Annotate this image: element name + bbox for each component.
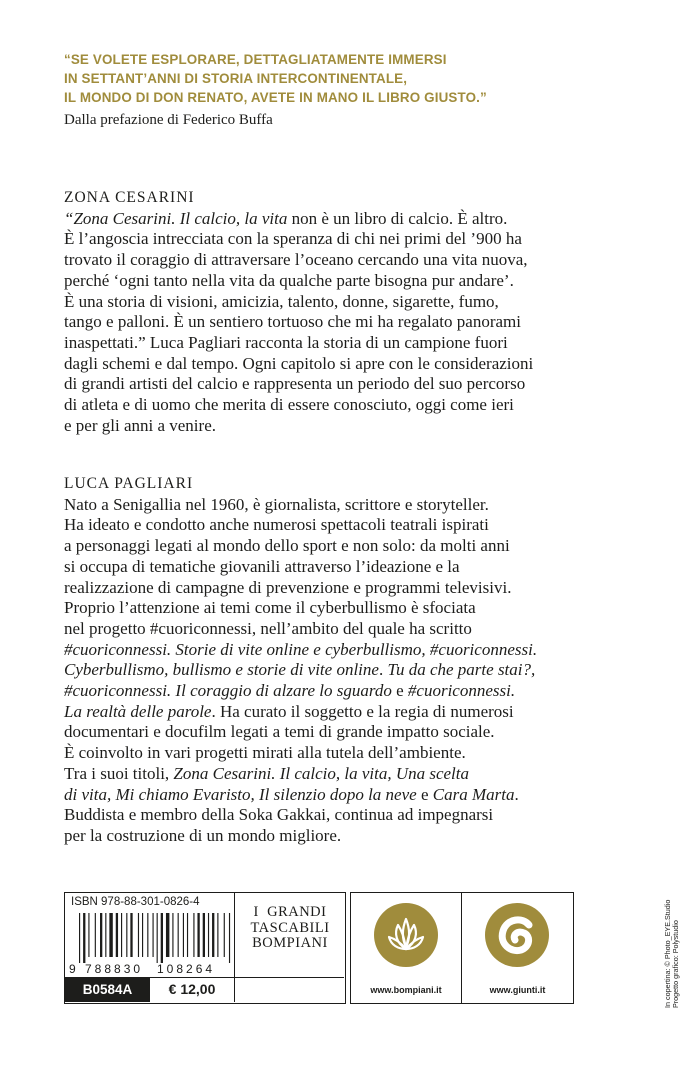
series-name <box>235 893 345 977</box>
bio-line <box>64 640 664 661</box>
quote-line: “SE VOLETE ESPLORARE, DETTAGLIATAMENTE IMMERSI <box>64 52 447 67</box>
credit-design: Progetto grafico: Polystudio <box>671 920 680 1008</box>
book-title-heading: ZONA CESARINI <box>64 189 195 206</box>
swirl-glyph <box>485 903 549 967</box>
work-title: Zona Cesarini. Il calcio, la vita, Una scelta <box>173 763 470 783</box>
description-line: tango e palloni. È un sentiero tortuoso che mi ha regalato panorami <box>64 312 521 332</box>
bompiani-logo-box <box>350 892 462 1004</box>
series-line: TASCABILI <box>250 919 330 936</box>
description-line: È l’angoscia intrecciata con la speranza di chi nei primi del ’900 ha <box>64 229 522 249</box>
bio-line <box>64 681 664 702</box>
description-line <box>64 209 664 230</box>
bio-line: nel progetto #cuoriconnessi, nell’ambito del quale ha scritto <box>64 618 472 638</box>
bio-line <box>64 785 664 806</box>
separator: . <box>378 660 388 680</box>
barcode-digits-right: 108264 <box>157 962 216 975</box>
product-code: B0584A <box>65 978 150 1002</box>
bio-line: Ha ideato e condotto anche numerosi spettacoli teatrali ispirati <box>64 515 489 535</box>
bio-line: Nato a Senigallia nel 1960, è giornalista, scrittore e storyteller. <box>64 494 489 514</box>
bompiani-url[interactable]: www.bompiani.it <box>370 985 442 995</box>
book-description <box>64 188 664 436</box>
giunti-logo-box <box>462 892 574 1004</box>
barcode-digit-first: 9 <box>69 962 76 975</box>
bio-line: Buddista e membro della Soka Gakkai, continua ad impegnarsi <box>64 805 494 825</box>
quote-line: IL MONDO DI DON RENATO, AVETE IN MANO IL LIBRO GIUSTO.” <box>64 90 487 105</box>
credit-photo: In copertina: © Photo_EYE.Studio <box>663 899 672 1008</box>
quote-attribution: Dalla prefazione di Federico Buffa <box>64 112 273 128</box>
bompiani-flower-icon <box>374 903 438 967</box>
work-title: Cara Marta <box>432 784 515 804</box>
giunti-swirl-icon <box>485 903 549 967</box>
bio-text: . Ha curato il soggetto e la regia di numerosi <box>211 701 514 721</box>
description-line: di grandi artisti del calcio e rappresenta un periodo del suo percorso <box>64 374 526 394</box>
work-title: #cuoriconnessi. Storie di vite online e cyberbullismo, #cuoriconnessi. <box>64 639 538 659</box>
barcode-graphic <box>67 913 233 975</box>
series-line: I GRANDI <box>253 904 327 920</box>
cover-credits <box>663 890 696 1008</box>
bio-line: per la costruzione di un mondo migliore. <box>64 825 342 845</box>
bio-line: realizzazione di campagne di prevenzione e programmi televisivi. <box>64 577 512 597</box>
bio-line: È coinvolto in vari progetti mirati alla tutela dell’ambiente. <box>64 743 466 763</box>
conjunction: e <box>416 784 433 804</box>
description-line: e per gli anni a venire. <box>64 415 216 435</box>
quote-line: IN SETTANT’ANNI DI STORIA INTERCONTINENTALE, <box>64 71 408 86</box>
barcode-panel <box>64 892 346 1004</box>
bio-line <box>64 764 664 785</box>
work-title: #cuoriconnessi. Il coraggio di alzare lo sguardo <box>64 681 392 701</box>
barcode-area <box>65 893 235 977</box>
author-name-heading: LUCA PAGLIARI <box>64 475 194 492</box>
work-title: di vita, Mi chiamo Evaristo, Il silenzio dopo la neve <box>64 784 417 804</box>
description-line: inaspettati.” Luca Pagliari racconta la storia di un campione fuori <box>64 332 508 352</box>
bio-line: documentari e docufilm legati a temi di grande impatto sociale. <box>64 722 495 742</box>
bio-line: si occupa di tematiche giovanili attraverso l’ideazione e la <box>64 556 460 576</box>
work-title: #cuoriconnessi. <box>407 681 516 701</box>
isbn-label: ISBN 978-88-301-0826-4 <box>71 896 200 908</box>
description-line: È una storia di visioni, amicizia, talento, donne, sigarette, fumo, <box>64 291 499 311</box>
credits-text <box>664 890 680 1008</box>
bio-text: Tra i suoi titoli, <box>64 763 174 783</box>
bio-line: Proprio l’attenzione ai temi come il cyberbullismo è sfociata <box>64 598 476 618</box>
description-line: di atleta e di uomo che merita di essere conosciuto, oggi come ieri <box>64 395 514 415</box>
work-title: Tu da che parte stai?, <box>387 660 536 680</box>
giunti-url[interactable]: www.giunti.it <box>489 985 546 995</box>
barcode-bars <box>79 913 233 963</box>
description-line: perché ‘ogni tanto nella vita da qualche parte bisogna pur andare’. <box>64 270 514 290</box>
code-price-row <box>65 977 344 1002</box>
description-line: trovato il coraggio di attraversare l’oceano cercando una vita nuova, <box>64 250 528 270</box>
description-line: dagli schemi e dal tempo. Ogni capitolo si apre con le considerazioni <box>64 353 534 373</box>
flower-glyph <box>374 903 438 967</box>
bio-line: a personaggi legati al mondo dello sport e non solo: da molti anni <box>64 536 510 556</box>
barcode-digits-left: 788830 <box>85 962 144 975</box>
punctuation: . <box>514 784 519 804</box>
book-title-italic: “Zona Cesarini. Il calcio, la vita <box>64 208 288 228</box>
series-line: BOMPIANI <box>252 935 328 951</box>
conjunction: e <box>391 681 408 701</box>
description-text: non è un libro di calcio. È altro. <box>287 208 508 228</box>
bio-line <box>64 660 664 681</box>
price: € 12,00 <box>150 978 235 1002</box>
work-title: La realtà delle parole <box>64 701 212 721</box>
work-title: Cyberbullismo, bullismo e storie di vite online <box>64 660 379 680</box>
back-cover-quote <box>64 50 664 107</box>
bio-line <box>64 702 664 723</box>
author-bio <box>64 474 664 847</box>
